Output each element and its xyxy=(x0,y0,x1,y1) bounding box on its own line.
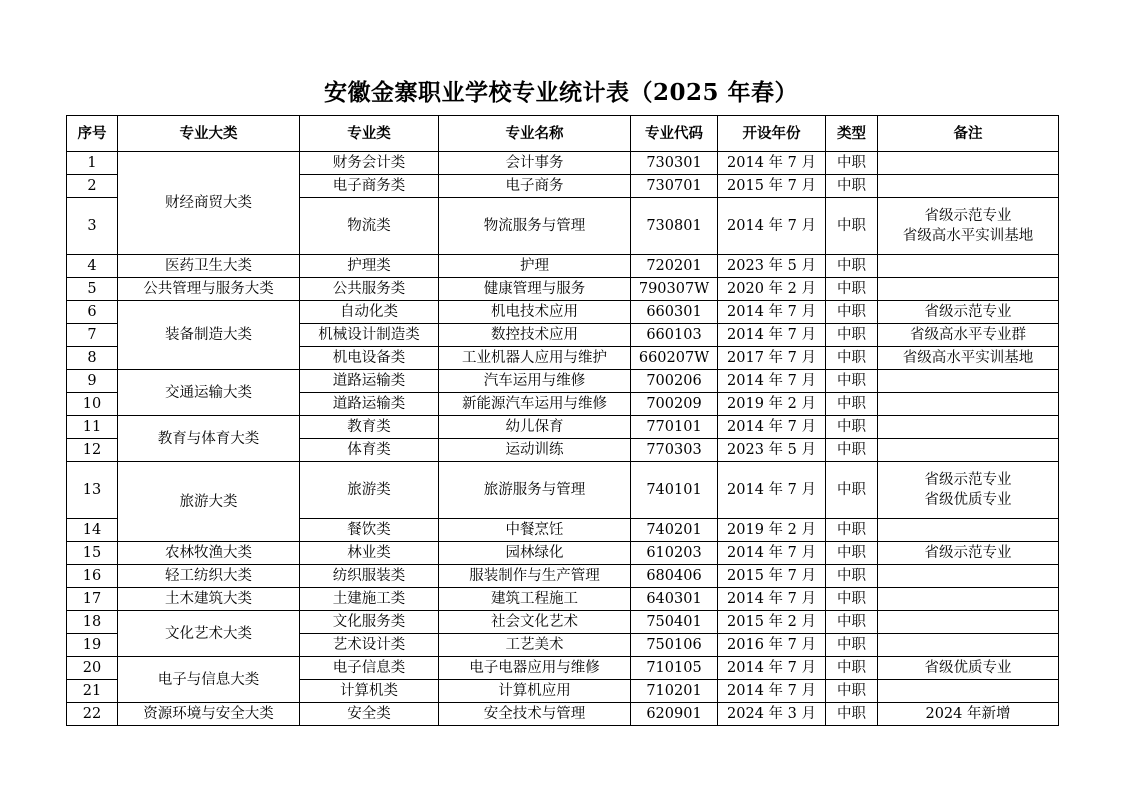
cell-type: 中职 xyxy=(826,301,878,324)
cell-remark xyxy=(878,439,1059,462)
cell-type: 中职 xyxy=(826,542,878,565)
cell-class: 护理类 xyxy=(300,255,439,278)
table-row xyxy=(67,152,1059,175)
table-row xyxy=(67,462,1059,519)
cell-remark xyxy=(878,347,1059,370)
cell-class: 餐饮类 xyxy=(300,519,439,542)
table-row xyxy=(67,416,1059,439)
cell-code: 730301 xyxy=(631,152,718,175)
header-category: 专业大类 xyxy=(118,116,300,152)
cell-seq: 3 xyxy=(67,198,118,255)
cell-type: 中职 xyxy=(826,680,878,703)
cell-remark xyxy=(878,680,1059,703)
cell-remark xyxy=(878,634,1059,657)
cell-code: 710201 xyxy=(631,680,718,703)
cell-year: 2023 年 5 月 xyxy=(718,255,826,278)
table-row xyxy=(67,301,1059,324)
cell-name: 建筑工程施工 xyxy=(439,588,631,611)
cell-category: 土木建筑大类 xyxy=(118,588,300,611)
cell-seq: 20 xyxy=(67,657,118,680)
cell-year: 2024 年 3 月 xyxy=(718,703,826,726)
cell-class: 道路运输类 xyxy=(300,393,439,416)
cell-code: 730701 xyxy=(631,175,718,198)
cell-remark xyxy=(878,175,1059,198)
cell-year: 2014 年 7 月 xyxy=(718,657,826,680)
remark-line: 省级示范专业 xyxy=(924,208,1012,224)
cell-type: 中职 xyxy=(826,611,878,634)
cell-category: 农林牧渔大类 xyxy=(118,542,300,565)
cell-type: 中职 xyxy=(826,416,878,439)
cell-class: 机械设计制造类 xyxy=(300,324,439,347)
cell-seq: 13 xyxy=(67,462,118,519)
remark-line: 2024 年新增 xyxy=(925,706,1011,722)
cell-type: 中职 xyxy=(826,657,878,680)
cell-class: 电子信息类 xyxy=(300,657,439,680)
cell-name: 安全技术与管理 xyxy=(439,703,631,726)
cell-name: 工艺美术 xyxy=(439,634,631,657)
cell-remark xyxy=(878,393,1059,416)
cell-class: 土建施工类 xyxy=(300,588,439,611)
cell-remark xyxy=(878,519,1059,542)
cell-remark xyxy=(878,416,1059,439)
cell-seq: 1 xyxy=(67,152,118,175)
cell-seq: 16 xyxy=(67,565,118,588)
cell-name: 旅游服务与管理 xyxy=(439,462,631,519)
cell-name: 工业机器人应用与维护 xyxy=(439,347,631,370)
cell-code: 640301 xyxy=(631,588,718,611)
cell-code: 660207W xyxy=(631,347,718,370)
cell-type: 中职 xyxy=(826,439,878,462)
cell-category: 交通运输大类 xyxy=(118,370,300,416)
cell-name: 电子电器应用与维修 xyxy=(439,657,631,680)
cell-type: 中职 xyxy=(826,519,878,542)
table-row xyxy=(67,565,1059,588)
table-row xyxy=(67,611,1059,634)
cell-code: 740201 xyxy=(631,519,718,542)
cell-seq: 4 xyxy=(67,255,118,278)
header-seq: 序号 xyxy=(67,116,118,152)
remark-line: 省级示范专业 xyxy=(924,304,1012,320)
cell-name: 园林绿化 xyxy=(439,542,631,565)
cell-name: 物流服务与管理 xyxy=(439,198,631,255)
cell-seq: 15 xyxy=(67,542,118,565)
cell-code: 770101 xyxy=(631,416,718,439)
cell-category: 旅游大类 xyxy=(118,462,300,542)
cell-type: 中职 xyxy=(826,393,878,416)
cell-class: 文化服务类 xyxy=(300,611,439,634)
cell-code: 790307W xyxy=(631,278,718,301)
cell-seq: 21 xyxy=(67,680,118,703)
cell-year: 2014 年 7 月 xyxy=(718,324,826,347)
cell-seq: 5 xyxy=(67,278,118,301)
cell-name: 会计事务 xyxy=(439,152,631,175)
cell-class: 电子商务类 xyxy=(300,175,439,198)
cell-year: 2014 年 7 月 xyxy=(718,198,826,255)
cell-class: 机电设备类 xyxy=(300,347,439,370)
header-year: 开设年份 xyxy=(718,116,826,152)
cell-year: 2015 年 7 月 xyxy=(718,565,826,588)
cell-code: 750106 xyxy=(631,634,718,657)
cell-seq: 8 xyxy=(67,347,118,370)
cell-type: 中职 xyxy=(826,588,878,611)
cell-seq: 7 xyxy=(67,324,118,347)
cell-year: 2019 年 2 月 xyxy=(718,519,826,542)
table-row xyxy=(67,657,1059,680)
remark-line: 省级优质专业 xyxy=(924,660,1012,676)
cell-code: 700209 xyxy=(631,393,718,416)
cell-class: 计算机类 xyxy=(300,680,439,703)
cell-code: 610203 xyxy=(631,542,718,565)
page-title: 安徽金寨职业学校专业统计表（2025 年春） xyxy=(323,79,799,106)
cell-type: 中职 xyxy=(826,152,878,175)
table-body xyxy=(67,152,1059,726)
cell-class: 道路运输类 xyxy=(300,370,439,393)
cell-remark xyxy=(878,657,1059,680)
cell-year: 2014 年 7 月 xyxy=(718,462,826,519)
cell-code: 710105 xyxy=(631,657,718,680)
cell-type: 中职 xyxy=(826,370,878,393)
cell-name: 运动训练 xyxy=(439,439,631,462)
cell-year: 2014 年 7 月 xyxy=(718,152,826,175)
cell-class: 教育类 xyxy=(300,416,439,439)
cell-category: 公共管理与服务大类 xyxy=(118,278,300,301)
cell-year: 2014 年 7 月 xyxy=(718,416,826,439)
cell-name: 电子商务 xyxy=(439,175,631,198)
cell-category: 医药卫生大类 xyxy=(118,255,300,278)
cell-class: 财务会计类 xyxy=(300,152,439,175)
header-row xyxy=(67,116,1059,152)
cell-year: 2014 年 7 月 xyxy=(718,301,826,324)
cell-class: 纺织服装类 xyxy=(300,565,439,588)
cell-remark xyxy=(878,370,1059,393)
cell-type: 中职 xyxy=(826,565,878,588)
cell-class: 体育类 xyxy=(300,439,439,462)
cell-seq: 19 xyxy=(67,634,118,657)
cell-category: 装备制造大类 xyxy=(118,301,300,370)
cell-type: 中职 xyxy=(826,198,878,255)
cell-remark xyxy=(878,255,1059,278)
cell-name: 汽车运用与维修 xyxy=(439,370,631,393)
cell-category: 财经商贸大类 xyxy=(118,152,300,255)
table-row xyxy=(67,255,1059,278)
cell-year: 2020 年 2 月 xyxy=(718,278,826,301)
cell-year: 2015 年 2 月 xyxy=(718,611,826,634)
cell-class: 物流类 xyxy=(300,198,439,255)
cell-type: 中职 xyxy=(826,255,878,278)
cell-name: 中餐烹饪 xyxy=(439,519,631,542)
cell-name: 健康管理与服务 xyxy=(439,278,631,301)
cell-year: 2019 年 2 月 xyxy=(718,393,826,416)
cell-class: 安全类 xyxy=(300,703,439,726)
cell-year: 2015 年 7 月 xyxy=(718,175,826,198)
remark-line: 省级高水平专业群 xyxy=(910,327,1026,343)
cell-remark xyxy=(878,152,1059,175)
cell-code: 700206 xyxy=(631,370,718,393)
cell-category: 资源环境与安全大类 xyxy=(118,703,300,726)
cell-name: 新能源汽车运用与维修 xyxy=(439,393,631,416)
cell-seq: 14 xyxy=(67,519,118,542)
remark-line: 省级高水平实训基地 xyxy=(902,350,1034,366)
cell-remark xyxy=(878,588,1059,611)
cell-year: 2014 年 7 月 xyxy=(718,588,826,611)
cell-code: 660301 xyxy=(631,301,718,324)
cell-seq: 22 xyxy=(67,703,118,726)
cell-type: 中职 xyxy=(826,634,878,657)
cell-code: 720201 xyxy=(631,255,718,278)
cell-type: 中职 xyxy=(826,324,878,347)
cell-category: 电子与信息大类 xyxy=(118,657,300,703)
major-statistics-table xyxy=(66,115,1059,726)
cell-seq: 12 xyxy=(67,439,118,462)
cell-year: 2016 年 7 月 xyxy=(718,634,826,657)
cell-type: 中职 xyxy=(826,278,878,301)
cell-code: 750401 xyxy=(631,611,718,634)
cell-remark xyxy=(878,198,1059,255)
cell-name: 幼儿保育 xyxy=(439,416,631,439)
header-code: 专业代码 xyxy=(631,116,718,152)
cell-remark xyxy=(878,462,1059,519)
cell-remark xyxy=(878,703,1059,726)
cell-name: 计算机应用 xyxy=(439,680,631,703)
remark-line: 省级示范专业 xyxy=(924,545,1012,561)
cell-code: 620901 xyxy=(631,703,718,726)
cell-seq: 10 xyxy=(67,393,118,416)
cell-type: 中职 xyxy=(826,462,878,519)
cell-class: 林业类 xyxy=(300,542,439,565)
table-row xyxy=(67,278,1059,301)
cell-category: 轻工纺织大类 xyxy=(118,565,300,588)
table-row xyxy=(67,542,1059,565)
header-type: 类型 xyxy=(826,116,878,152)
cell-seq: 6 xyxy=(67,301,118,324)
cell-type: 中职 xyxy=(826,703,878,726)
cell-code: 660103 xyxy=(631,324,718,347)
cell-year: 2014 年 7 月 xyxy=(718,370,826,393)
table-row xyxy=(67,370,1059,393)
cell-seq: 2 xyxy=(67,175,118,198)
cell-name: 服装制作与生产管理 xyxy=(439,565,631,588)
cell-year: 2017 年 7 月 xyxy=(718,347,826,370)
cell-year: 2014 年 7 月 xyxy=(718,680,826,703)
cell-category: 教育与体育大类 xyxy=(118,416,300,462)
cell-remark xyxy=(878,611,1059,634)
cell-seq: 18 xyxy=(67,611,118,634)
cell-type: 中职 xyxy=(826,175,878,198)
cell-seq: 17 xyxy=(67,588,118,611)
header-class: 专业类 xyxy=(300,116,439,152)
cell-name: 数控技术应用 xyxy=(439,324,631,347)
header-remark: 备注 xyxy=(878,116,1059,152)
table-row xyxy=(67,588,1059,611)
remark-line: 省级高水平实训基地 xyxy=(902,228,1034,244)
cell-name: 机电技术应用 xyxy=(439,301,631,324)
cell-class: 艺术设计类 xyxy=(300,634,439,657)
remark-line: 省级优质专业 xyxy=(924,492,1012,508)
cell-seq: 9 xyxy=(67,370,118,393)
cell-code: 730801 xyxy=(631,198,718,255)
cell-class: 旅游类 xyxy=(300,462,439,519)
cell-class: 自动化类 xyxy=(300,301,439,324)
cell-remark xyxy=(878,324,1059,347)
cell-remark xyxy=(878,301,1059,324)
cell-year: 2023 年 5 月 xyxy=(718,439,826,462)
table-row xyxy=(67,703,1059,726)
cell-category: 文化艺术大类 xyxy=(118,611,300,657)
cell-name: 社会文化艺术 xyxy=(439,611,631,634)
header-name: 专业名称 xyxy=(439,116,631,152)
cell-code: 680406 xyxy=(631,565,718,588)
cell-remark xyxy=(878,565,1059,588)
cell-remark xyxy=(878,542,1059,565)
remark-line: 省级示范专业 xyxy=(924,472,1012,488)
cell-code: 740101 xyxy=(631,462,718,519)
cell-name: 护理 xyxy=(439,255,631,278)
cell-seq: 11 xyxy=(67,416,118,439)
cell-remark xyxy=(878,278,1059,301)
cell-type: 中职 xyxy=(826,347,878,370)
cell-code: 770303 xyxy=(631,439,718,462)
cell-year: 2014 年 7 月 xyxy=(718,542,826,565)
cell-class: 公共服务类 xyxy=(300,278,439,301)
